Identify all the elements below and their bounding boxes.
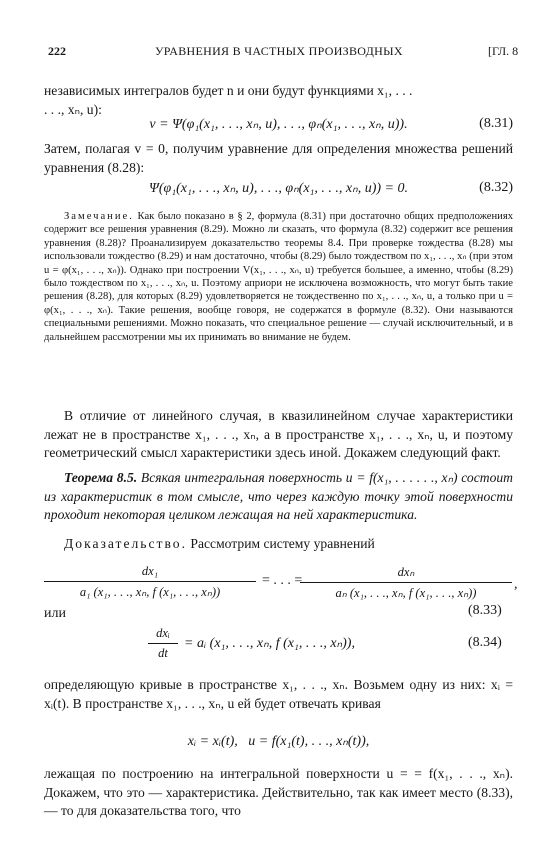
intro-paragraph — [44, 82, 513, 119]
remark-text: Как было показано в § 2, формула (8.31) при достаточно общих предположениях содержит все решения уравнения (8.29). Можно ли сказать, что формула (8.32) содержит все решения уравнения (8.28)? Проанализируем доказательство теоремы 8.4. При проверке тождества (8.28) мы использовали тождество (8.29) и нам достаточно, чтобы (8.29) было тождеством по x₁, . . ., xₙ (при этом u = φ(x₁, . . ., xₙ)). Однако при построении V(x₁, . . ., xₙ, u) требуется большее, а именно, чтобы (8.29) было тождеством по x₁, . . ., xₙ, u. Поэтому априори не исключена возможность, что могут быть такие решения (8.28), для которых (8.29) удовлетворяется не тождественно по x₁, . . ., xₙ, u, а только при u = φ(x₁, . . ., xₙ). Такие решения, вообще говоря, не содержатся в формуле (8.32). Они называются специальными решениями. Можно показать, что специальное решение — случай исключительный, и в дальнейшем рассмотрении мы их принимать во внимание не будем. — [44, 211, 513, 343]
fraction-bar — [44, 581, 256, 582]
curves-paragraph: определяющую кривые в пространстве x₁, . . ., xₙ. Возьмем одну из них: xᵢ = xᵢ(t). В пространстве x₁, . . ., xₙ, u ей будет отвечать кривая — [44, 677, 513, 711]
equation-8-33-comma: , — [514, 577, 518, 592]
running-header — [0, 44, 557, 60]
remark-label: Замечание. — [64, 211, 134, 222]
equation-8-32-number: (8.32) — [479, 180, 513, 195]
fraction-bar — [300, 582, 512, 583]
theorem-text: Всякая интегральная поверхность u = f(x₁, . . . . . ., xₙ) состоит из характеристик в том смысле, что через каждую точку этой поверхности проходит некоторая целиком лежащая на ней характеристика. — [44, 470, 513, 522]
equation-8-31 — [44, 116, 513, 138]
intro-line-1: независимых интегралов будет n и они будут функциями x₁, . . . — [44, 83, 413, 98]
equation-8-32-body: Ψ(φ₁(x₁, . . ., xₙ, u), . . ., φₙ(x₁, . . ., xₙ, u)) = 0. — [149, 181, 408, 196]
equation-8-34-rhs: = aᵢ (x₁, . . ., xₙ, f (x₁, . . ., xₙ)), — [184, 636, 355, 651]
page-number: 222 — [48, 44, 66, 58]
theorem-label: Теорема 8.5. — [64, 470, 138, 485]
equation-8-33-numerator-first: dx₁ — [141, 564, 159, 578]
proof-paragraph — [44, 535, 513, 554]
running-title: УРАВНЕНИЯ В ЧАСТНЫХ ПРОИЗВОДНЫХ — [155, 44, 403, 58]
equation-8-34-numerator: dxᵢ — [156, 626, 170, 640]
theorem-paragraph — [44, 469, 513, 525]
or-word: или — [44, 606, 66, 621]
equation-8-33-denominator-first: a₁ (x₁, . . ., xₙ, f (x₁, . . ., xₙ)) — [79, 585, 221, 599]
equation-8-33-middle: = . . . = — [262, 573, 303, 588]
proof-label: Доказательство. — [64, 536, 188, 551]
chapter-marker: [ГЛ. 8 — [488, 44, 519, 58]
equation-8-34-fraction — [148, 626, 178, 661]
quasilinear-paragraph: В отличие от линейного случая, в квазилинейном случае характеристики лежат не в пространстве x₁, . . ., xₙ, а в пространстве x₁, . . ., xₙ, u, и поэтому геометрический смысл характеристики здесь иной. Докажем следующий факт. — [44, 408, 513, 460]
equation-8-33-number: (8.33) — [468, 603, 502, 618]
equation-8-33-fraction-last — [300, 564, 512, 601]
equation-8-34-number: (8.34) — [468, 635, 502, 650]
curve-equation-body: xᵢ = xᵢ(t), u = f(x₁(t), . . ., xₙ(t)), — [187, 734, 370, 749]
equation-8-34-denominator: dt — [158, 646, 168, 660]
fraction-bar — [148, 643, 178, 644]
equation-8-31-number: (8.31) — [479, 116, 513, 131]
proof-text: Рассмотрим систему уравнений — [190, 536, 375, 551]
final-paragraph: лежащая по построению на интегральной поверхности u = = f(x₁, . . ., xₙ). Докажем, что это — характеристика. Действительно, так как имеет место (8.33), — то для доказательства того, что — [44, 766, 513, 818]
equation-8-33-numerator-last: dxₙ — [397, 565, 415, 579]
remark-paragraph — [44, 210, 513, 344]
equation-8-33-denominator-last: aₙ (x₁, . . ., xₙ, f (x₁, . . ., xₙ)) — [335, 586, 477, 600]
then-paragraph: Затем, полагая v = 0, получим уравнение для определения множества решений уравнения (8.28): — [44, 141, 513, 175]
curve-equation — [44, 733, 513, 755]
equation-8-33-fraction-first — [44, 564, 256, 600]
intro-line-2: . . ., xₙ, u): — [44, 101, 102, 117]
equation-8-31-body: v = Ψ(φ₁(x₁, . . ., xₙ, u), . . ., φₙ(x₁, . . ., xₙ, u)). — [149, 117, 408, 132]
equation-8-32 — [44, 180, 513, 202]
